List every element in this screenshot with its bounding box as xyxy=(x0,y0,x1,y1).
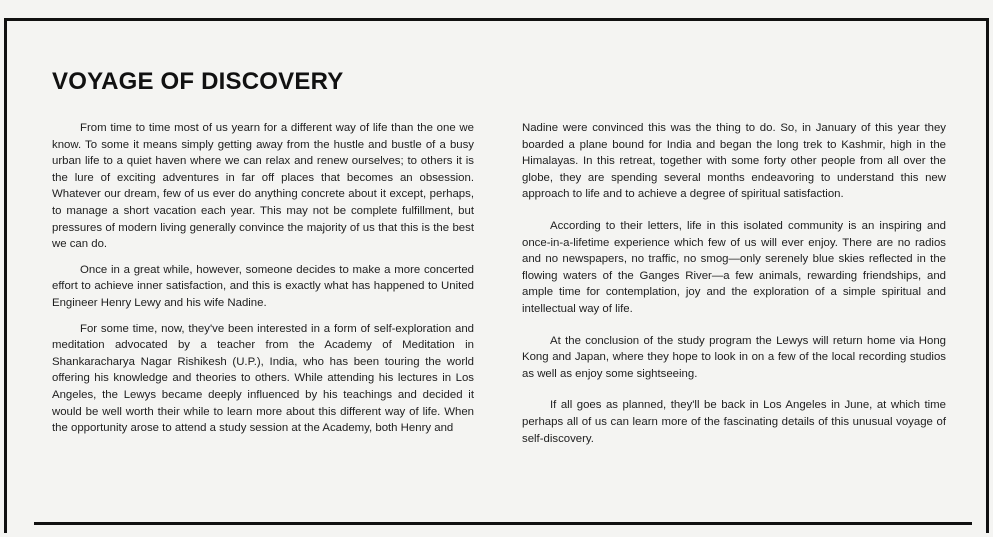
paragraph-meditation: For some time, now, they've been interested in a form of self-exploration and meditation advocated by a teacher from the Academy of Meditation in Shankaracharya Nagar Rishikesh (U.P.), India, who has been touring the world offering his knowledge and theories to others. While attending his lectures in Los Angeles, the Lewys became deeply influenced by his teachings and decided it would be well worth their while to learn more about this different way of life. When the opportunity arose to attend a study session at the Academy, both Henry and xyxy=(52,322,474,435)
right-column xyxy=(522,120,946,462)
paragraph-lewy: Once in a great while, however, someone decides to make a more concerted effort to achieve inner satisfaction, and this is exactly what has happened to United Engineer Henry Lewy and his wife Nadine. xyxy=(52,263,474,309)
paragraph-kashmir: Nadine were convinced this was the thing to do. So, in January of this year they boarded a plane bound for India and began the long trek to Kashmir, high in the Himalayas. In this retreat, together with some forty other people from all over the globe, they are spending several months endeavoring to understand this new approach to life and to achieve a degree of spiritual satisfaction. xyxy=(522,122,946,201)
bottom-rule xyxy=(34,522,972,525)
paragraph-closing: If all goes as planned, they'll be back in Los Angeles in June, at which time perhaps all of us can learn more of the fascinating details of this unusual voyage of self-discovery. xyxy=(522,399,946,445)
left-column xyxy=(52,120,474,446)
paragraph-intro: From time to time most of us yearn for a different way of life than the one we know. To some it means simply getting away from the hustle and bustle of a busy urban life to a quiet haven where we can relax and renew ourselves; to others it is the lure of exciting adventures in far off places that becomes an obsession. Whatever our dream, few of us ever do anything concrete about it except, perhaps, to manage a short vacation each year. This may not be complete fulfillment, but pressures of modern living generally convince the majority of us that this is the best we can do. xyxy=(52,122,474,251)
paragraph-return: At the conclusion of the study program the Lewys will return home via Hong Kong and Japan, where they hope to look in on a few of the local recording studios as well as enjoy some sightseeing. xyxy=(522,334,946,380)
article-title: VOYAGE OF DISCOVERY xyxy=(52,68,344,95)
paragraph-letters: According to their letters, life in this isolated community is an inspiring and once-in-a-lifetime experience which few of us will ever enjoy. There are no radios and no newspapers, no traffic, no smog—only serenely blue skies reflected in the flowing waters of the Ganges River—a few animals, rewarding friendships, and ample time for contemplation, joy and the exploration of a simple spiritual and intellectual way of life. xyxy=(522,219,946,315)
